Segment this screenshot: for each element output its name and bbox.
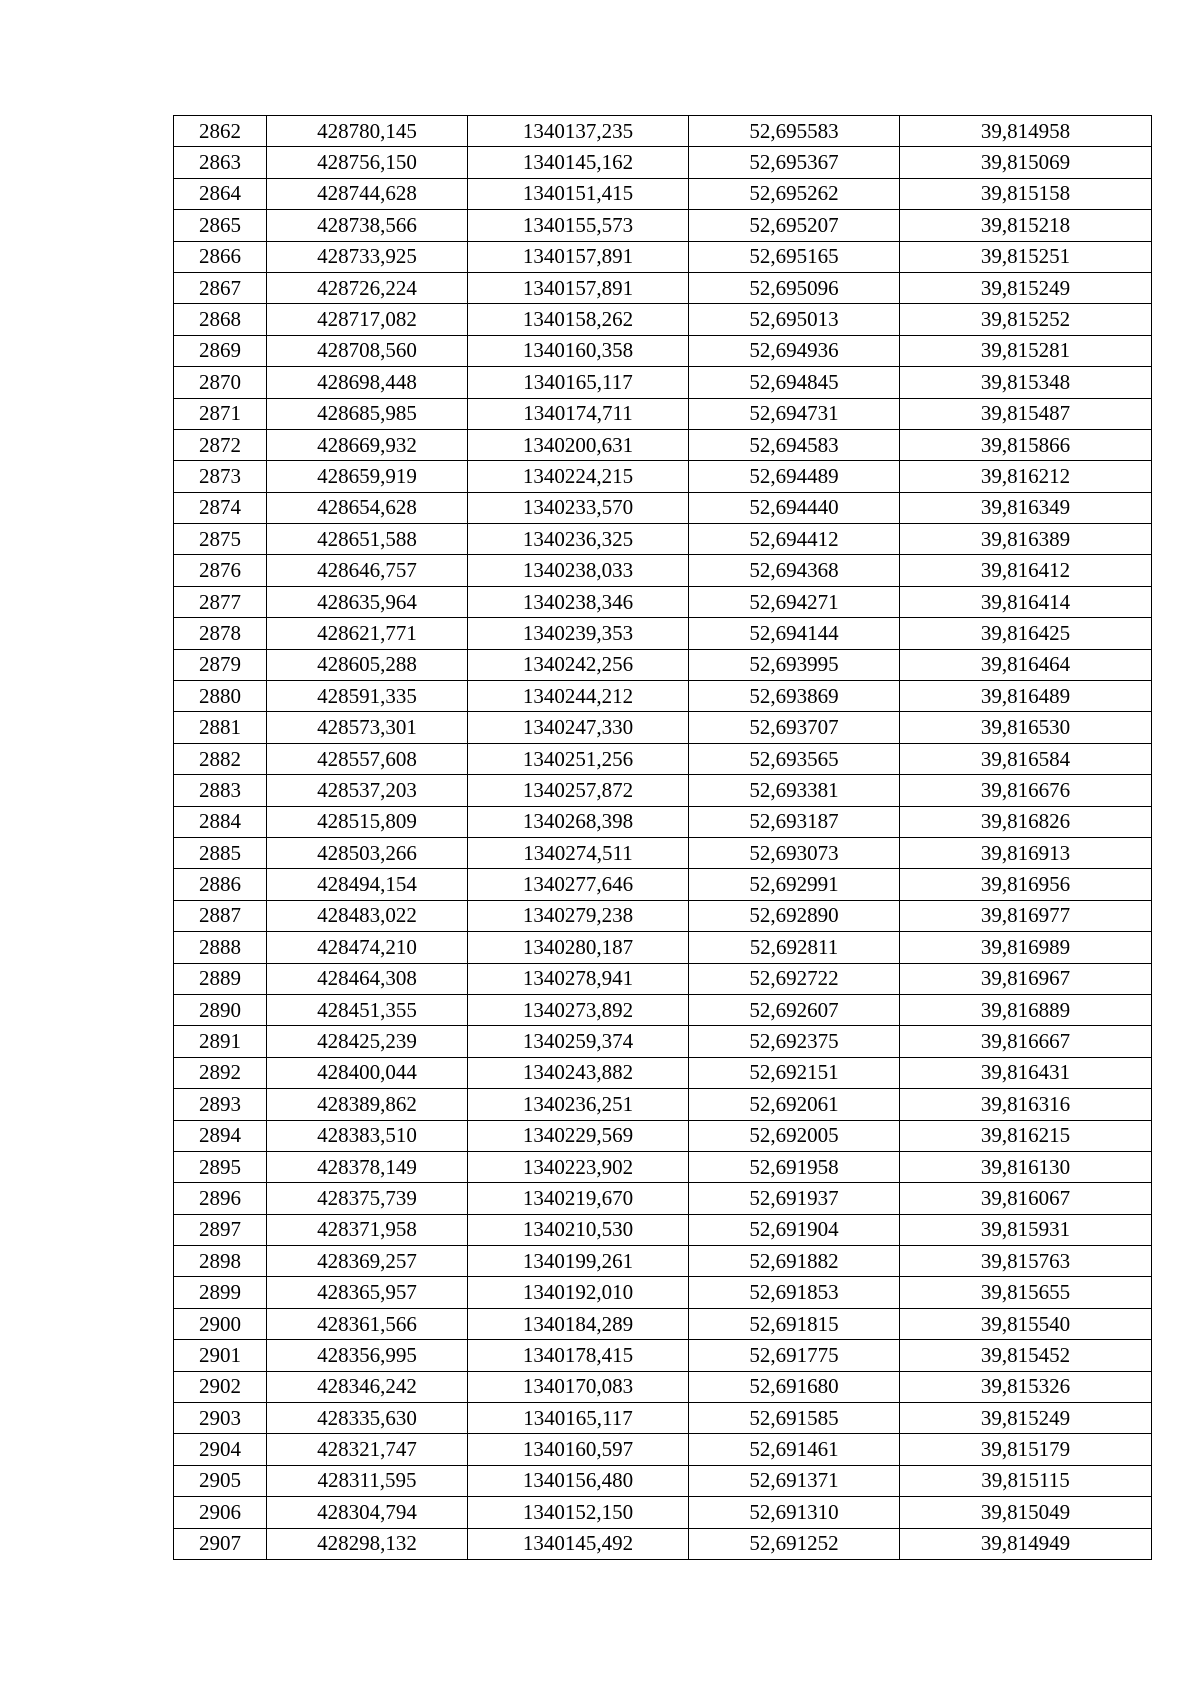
- x-coordinate-cell: 428483,022: [267, 900, 468, 931]
- latitude-cell: 52,693381: [689, 775, 900, 806]
- point-number-cell: 2892: [174, 1057, 267, 1088]
- table-row: [174, 681, 1152, 712]
- longitude-cell: 39,815763: [900, 1246, 1152, 1277]
- point-number-cell: 2898: [174, 1246, 267, 1277]
- y-coordinate-cell: 1340178,415: [468, 1340, 689, 1371]
- point-number-cell: 2899: [174, 1277, 267, 1308]
- x-coordinate-cell: 428371,958: [267, 1214, 468, 1245]
- latitude-cell: 52,692375: [689, 1026, 900, 1057]
- point-number-cell: 2879: [174, 649, 267, 680]
- y-coordinate-cell: 1340170,083: [468, 1371, 689, 1402]
- point-number-cell: 2906: [174, 1497, 267, 1528]
- x-coordinate-cell: 428389,862: [267, 1089, 468, 1120]
- y-coordinate-cell: 1340273,892: [468, 994, 689, 1025]
- longitude-cell: 39,815069: [900, 147, 1152, 178]
- longitude-cell: 39,815158: [900, 178, 1152, 209]
- point-number-cell: 2878: [174, 618, 267, 649]
- table-row: [174, 524, 1152, 555]
- point-number-cell: 2863: [174, 147, 267, 178]
- table-row: [174, 555, 1152, 586]
- latitude-cell: 52,695013: [689, 304, 900, 335]
- x-coordinate-cell: 428356,995: [267, 1340, 468, 1371]
- table-row: [174, 461, 1152, 492]
- table-row: [174, 1151, 1152, 1182]
- x-coordinate-cell: 428635,964: [267, 586, 468, 617]
- point-number-cell: 2865: [174, 210, 267, 241]
- point-number-cell: 2896: [174, 1183, 267, 1214]
- longitude-cell: 39,816414: [900, 586, 1152, 617]
- longitude-cell: 39,815049: [900, 1497, 1152, 1528]
- longitude-cell: 39,816349: [900, 492, 1152, 523]
- y-coordinate-cell: 1340157,891: [468, 272, 689, 303]
- y-coordinate-cell: 1340152,150: [468, 1497, 689, 1528]
- longitude-cell: 39,816215: [900, 1120, 1152, 1151]
- y-coordinate-cell: 1340160,597: [468, 1434, 689, 1465]
- table-row: [174, 116, 1152, 147]
- point-number-cell: 2885: [174, 837, 267, 868]
- table-row: [174, 1183, 1152, 1214]
- y-coordinate-cell: 1340243,882: [468, 1057, 689, 1088]
- y-coordinate-cell: 1340280,187: [468, 932, 689, 963]
- table-row: [174, 492, 1152, 523]
- latitude-cell: 52,695262: [689, 178, 900, 209]
- longitude-cell: 39,816977: [900, 900, 1152, 931]
- table-row: [174, 586, 1152, 617]
- table-row: [174, 963, 1152, 994]
- x-coordinate-cell: 428378,149: [267, 1151, 468, 1182]
- point-number-cell: 2866: [174, 241, 267, 272]
- longitude-cell: 39,816130: [900, 1151, 1152, 1182]
- x-coordinate-cell: 428400,044: [267, 1057, 468, 1088]
- latitude-cell: 52,694271: [689, 586, 900, 617]
- table-row: [174, 241, 1152, 272]
- x-coordinate-cell: 428717,082: [267, 304, 468, 335]
- table-row: [174, 147, 1152, 178]
- x-coordinate-cell: 428654,628: [267, 492, 468, 523]
- longitude-cell: 39,816425: [900, 618, 1152, 649]
- y-coordinate-cell: 1340156,480: [468, 1465, 689, 1496]
- latitude-cell: 52,693073: [689, 837, 900, 868]
- latitude-cell: 52,691252: [689, 1528, 900, 1559]
- latitude-cell: 52,692890: [689, 900, 900, 931]
- latitude-cell: 52,694583: [689, 429, 900, 460]
- y-coordinate-cell: 1340200,631: [468, 429, 689, 460]
- latitude-cell: 52,691371: [689, 1465, 900, 1496]
- x-coordinate-cell: 428335,630: [267, 1403, 468, 1434]
- longitude-cell: 39,815281: [900, 335, 1152, 366]
- latitude-cell: 52,691680: [689, 1371, 900, 1402]
- table-row: [174, 837, 1152, 868]
- y-coordinate-cell: 1340238,033: [468, 555, 689, 586]
- table-row: [174, 335, 1152, 366]
- longitude-cell: 39,815348: [900, 367, 1152, 398]
- table-row: [174, 1403, 1152, 1434]
- point-number-cell: 2870: [174, 367, 267, 398]
- y-coordinate-cell: 1340268,398: [468, 806, 689, 837]
- latitude-cell: 52,693995: [689, 649, 900, 680]
- y-coordinate-cell: 1340158,262: [468, 304, 689, 335]
- x-coordinate-cell: 428321,747: [267, 1434, 468, 1465]
- point-number-cell: 2862: [174, 116, 267, 147]
- latitude-cell: 52,692991: [689, 869, 900, 900]
- table-row: [174, 1528, 1152, 1559]
- point-number-cell: 2887: [174, 900, 267, 931]
- y-coordinate-cell: 1340199,261: [468, 1246, 689, 1277]
- longitude-cell: 39,815866: [900, 429, 1152, 460]
- x-coordinate-cell: 428503,266: [267, 837, 468, 868]
- y-coordinate-cell: 1340192,010: [468, 1277, 689, 1308]
- point-number-cell: 2888: [174, 932, 267, 963]
- x-coordinate-cell: 428464,308: [267, 963, 468, 994]
- x-coordinate-cell: 428708,560: [267, 335, 468, 366]
- point-number-cell: 2868: [174, 304, 267, 335]
- x-coordinate-cell: 428494,154: [267, 869, 468, 900]
- y-coordinate-cell: 1340233,570: [468, 492, 689, 523]
- latitude-cell: 52,692151: [689, 1057, 900, 1088]
- longitude-cell: 39,815251: [900, 241, 1152, 272]
- table-row: [174, 429, 1152, 460]
- y-coordinate-cell: 1340257,872: [468, 775, 689, 806]
- y-coordinate-cell: 1340160,358: [468, 335, 689, 366]
- point-number-cell: 2876: [174, 555, 267, 586]
- coordinates-table-body: [174, 116, 1152, 1560]
- y-coordinate-cell: 1340236,325: [468, 524, 689, 555]
- latitude-cell: 52,694440: [689, 492, 900, 523]
- x-coordinate-cell: 428474,210: [267, 932, 468, 963]
- longitude-cell: 39,815931: [900, 1214, 1152, 1245]
- table-row: [174, 1340, 1152, 1371]
- longitude-cell: 39,816464: [900, 649, 1152, 680]
- latitude-cell: 52,695096: [689, 272, 900, 303]
- x-coordinate-cell: 428298,132: [267, 1528, 468, 1559]
- x-coordinate-cell: 428425,239: [267, 1026, 468, 1057]
- y-coordinate-cell: 1340239,353: [468, 618, 689, 649]
- y-coordinate-cell: 1340165,117: [468, 367, 689, 398]
- table-row: [174, 1277, 1152, 1308]
- table-row: [174, 618, 1152, 649]
- latitude-cell: 52,692607: [689, 994, 900, 1025]
- latitude-cell: 52,692811: [689, 932, 900, 963]
- longitude-cell: 39,816676: [900, 775, 1152, 806]
- y-coordinate-cell: 1340157,891: [468, 241, 689, 272]
- latitude-cell: 52,691937: [689, 1183, 900, 1214]
- point-number-cell: 2871: [174, 398, 267, 429]
- point-number-cell: 2907: [174, 1528, 267, 1559]
- point-number-cell: 2904: [174, 1434, 267, 1465]
- longitude-cell: 39,815249: [900, 272, 1152, 303]
- point-number-cell: 2874: [174, 492, 267, 523]
- x-coordinate-cell: 428361,566: [267, 1308, 468, 1339]
- point-number-cell: 2891: [174, 1026, 267, 1057]
- point-number-cell: 2886: [174, 869, 267, 900]
- latitude-cell: 52,695583: [689, 116, 900, 147]
- x-coordinate-cell: 428383,510: [267, 1120, 468, 1151]
- longitude-cell: 39,815452: [900, 1340, 1152, 1371]
- table-row: [174, 775, 1152, 806]
- y-coordinate-cell: 1340242,256: [468, 649, 689, 680]
- table-row: [174, 649, 1152, 680]
- longitude-cell: 39,816826: [900, 806, 1152, 837]
- longitude-cell: 39,816530: [900, 712, 1152, 743]
- longitude-cell: 39,815540: [900, 1308, 1152, 1339]
- table-row: [174, 1371, 1152, 1402]
- latitude-cell: 52,693869: [689, 681, 900, 712]
- point-number-cell: 2883: [174, 775, 267, 806]
- table-row: [174, 304, 1152, 335]
- latitude-cell: 52,691585: [689, 1403, 900, 1434]
- x-coordinate-cell: 428621,771: [267, 618, 468, 649]
- table-row: [174, 1308, 1152, 1339]
- longitude-cell: 39,815252: [900, 304, 1152, 335]
- latitude-cell: 52,691775: [689, 1340, 900, 1371]
- table-row: [174, 1214, 1152, 1245]
- x-coordinate-cell: 428685,985: [267, 398, 468, 429]
- table-row: [174, 1120, 1152, 1151]
- table-row: [174, 210, 1152, 241]
- longitude-cell: 39,816489: [900, 681, 1152, 712]
- latitude-cell: 52,692005: [689, 1120, 900, 1151]
- point-number-cell: 2894: [174, 1120, 267, 1151]
- point-number-cell: 2875: [174, 524, 267, 555]
- point-number-cell: 2872: [174, 429, 267, 460]
- latitude-cell: 52,694144: [689, 618, 900, 649]
- point-number-cell: 2880: [174, 681, 267, 712]
- latitude-cell: 52,694368: [689, 555, 900, 586]
- latitude-cell: 52,691904: [689, 1214, 900, 1245]
- x-coordinate-cell: 428738,566: [267, 210, 468, 241]
- x-coordinate-cell: 428605,288: [267, 649, 468, 680]
- x-coordinate-cell: 428698,448: [267, 367, 468, 398]
- y-coordinate-cell: 1340155,573: [468, 210, 689, 241]
- longitude-cell: 39,815218: [900, 210, 1152, 241]
- table-row: [174, 932, 1152, 963]
- longitude-cell: 39,816889: [900, 994, 1152, 1025]
- table-row: [174, 1246, 1152, 1277]
- x-coordinate-cell: 428744,628: [267, 178, 468, 209]
- x-coordinate-cell: 428651,588: [267, 524, 468, 555]
- table-row: [174, 272, 1152, 303]
- longitude-cell: 39,816956: [900, 869, 1152, 900]
- y-coordinate-cell: 1340219,670: [468, 1183, 689, 1214]
- y-coordinate-cell: 1340184,289: [468, 1308, 689, 1339]
- longitude-cell: 39,816667: [900, 1026, 1152, 1057]
- longitude-cell: 39,816316: [900, 1089, 1152, 1120]
- y-coordinate-cell: 1340210,530: [468, 1214, 689, 1245]
- table-row: [174, 900, 1152, 931]
- x-coordinate-cell: 428537,203: [267, 775, 468, 806]
- y-coordinate-cell: 1340223,902: [468, 1151, 689, 1182]
- table-row: [174, 1089, 1152, 1120]
- x-coordinate-cell: 428365,957: [267, 1277, 468, 1308]
- longitude-cell: 39,816584: [900, 743, 1152, 774]
- latitude-cell: 52,694489: [689, 461, 900, 492]
- point-number-cell: 2881: [174, 712, 267, 743]
- longitude-cell: 39,816067: [900, 1183, 1152, 1214]
- longitude-cell: 39,814958: [900, 116, 1152, 147]
- table-row: [174, 178, 1152, 209]
- y-coordinate-cell: 1340151,415: [468, 178, 689, 209]
- latitude-cell: 52,691958: [689, 1151, 900, 1182]
- x-coordinate-cell: 428346,242: [267, 1371, 468, 1402]
- table-row: [174, 1465, 1152, 1496]
- x-coordinate-cell: 428780,145: [267, 116, 468, 147]
- longitude-cell: 39,815487: [900, 398, 1152, 429]
- table-row: [174, 398, 1152, 429]
- point-number-cell: 2902: [174, 1371, 267, 1402]
- y-coordinate-cell: 1340279,238: [468, 900, 689, 931]
- point-number-cell: 2900: [174, 1308, 267, 1339]
- y-coordinate-cell: 1340251,256: [468, 743, 689, 774]
- table-row: [174, 869, 1152, 900]
- table-row: [174, 712, 1152, 743]
- x-coordinate-cell: 428726,224: [267, 272, 468, 303]
- y-coordinate-cell: 1340259,374: [468, 1026, 689, 1057]
- table-row: [174, 994, 1152, 1025]
- point-number-cell: 2897: [174, 1214, 267, 1245]
- latitude-cell: 52,691310: [689, 1497, 900, 1528]
- y-coordinate-cell: 1340278,941: [468, 963, 689, 994]
- latitude-cell: 52,693707: [689, 712, 900, 743]
- point-number-cell: 2893: [174, 1089, 267, 1120]
- latitude-cell: 52,691815: [689, 1308, 900, 1339]
- point-number-cell: 2889: [174, 963, 267, 994]
- table-row: [174, 806, 1152, 837]
- latitude-cell: 52,695207: [689, 210, 900, 241]
- point-number-cell: 2890: [174, 994, 267, 1025]
- table-row: [174, 1434, 1152, 1465]
- y-coordinate-cell: 1340277,646: [468, 869, 689, 900]
- longitude-cell: 39,815249: [900, 1403, 1152, 1434]
- longitude-cell: 39,816389: [900, 524, 1152, 555]
- point-number-cell: 2873: [174, 461, 267, 492]
- point-number-cell: 2905: [174, 1465, 267, 1496]
- latitude-cell: 52,694936: [689, 335, 900, 366]
- latitude-cell: 52,695367: [689, 147, 900, 178]
- x-coordinate-cell: 428369,257: [267, 1246, 468, 1277]
- point-number-cell: 2903: [174, 1403, 267, 1434]
- point-number-cell: 2864: [174, 178, 267, 209]
- latitude-cell: 52,691882: [689, 1246, 900, 1277]
- y-coordinate-cell: 1340224,215: [468, 461, 689, 492]
- y-coordinate-cell: 1340238,346: [468, 586, 689, 617]
- y-coordinate-cell: 1340244,212: [468, 681, 689, 712]
- x-coordinate-cell: 428557,608: [267, 743, 468, 774]
- longitude-cell: 39,815179: [900, 1434, 1152, 1465]
- latitude-cell: 52,694731: [689, 398, 900, 429]
- latitude-cell: 52,694412: [689, 524, 900, 555]
- latitude-cell: 52,691853: [689, 1277, 900, 1308]
- latitude-cell: 52,693565: [689, 743, 900, 774]
- longitude-cell: 39,815655: [900, 1277, 1152, 1308]
- point-number-cell: 2877: [174, 586, 267, 617]
- point-number-cell: 2869: [174, 335, 267, 366]
- latitude-cell: 52,691461: [689, 1434, 900, 1465]
- longitude-cell: 39,816431: [900, 1057, 1152, 1088]
- x-coordinate-cell: 428451,355: [267, 994, 468, 1025]
- x-coordinate-cell: 428591,335: [267, 681, 468, 712]
- point-number-cell: 2882: [174, 743, 267, 774]
- table-row: [174, 743, 1152, 774]
- x-coordinate-cell: 428311,595: [267, 1465, 468, 1496]
- y-coordinate-cell: 1340229,569: [468, 1120, 689, 1151]
- longitude-cell: 39,816212: [900, 461, 1152, 492]
- x-coordinate-cell: 428515,809: [267, 806, 468, 837]
- coordinates-table: [173, 115, 1152, 1560]
- point-number-cell: 2901: [174, 1340, 267, 1371]
- x-coordinate-cell: 428573,301: [267, 712, 468, 743]
- x-coordinate-cell: 428304,794: [267, 1497, 468, 1528]
- y-coordinate-cell: 1340165,117: [468, 1403, 689, 1434]
- longitude-cell: 39,816913: [900, 837, 1152, 868]
- point-number-cell: 2867: [174, 272, 267, 303]
- longitude-cell: 39,815115: [900, 1465, 1152, 1496]
- latitude-cell: 52,694845: [689, 367, 900, 398]
- point-number-cell: 2895: [174, 1151, 267, 1182]
- latitude-cell: 52,695165: [689, 241, 900, 272]
- table-row: [174, 367, 1152, 398]
- table-row: [174, 1497, 1152, 1528]
- y-coordinate-cell: 1340236,251: [468, 1089, 689, 1120]
- longitude-cell: 39,816412: [900, 555, 1152, 586]
- y-coordinate-cell: 1340247,330: [468, 712, 689, 743]
- y-coordinate-cell: 1340145,492: [468, 1528, 689, 1559]
- longitude-cell: 39,815326: [900, 1371, 1152, 1402]
- x-coordinate-cell: 428733,925: [267, 241, 468, 272]
- table-row: [174, 1026, 1152, 1057]
- longitude-cell: 39,816967: [900, 963, 1152, 994]
- latitude-cell: 52,692722: [689, 963, 900, 994]
- x-coordinate-cell: 428659,919: [267, 461, 468, 492]
- table-row: [174, 1057, 1152, 1088]
- latitude-cell: 52,692061: [689, 1089, 900, 1120]
- longitude-cell: 39,816989: [900, 932, 1152, 963]
- point-number-cell: 2884: [174, 806, 267, 837]
- x-coordinate-cell: 428646,757: [267, 555, 468, 586]
- x-coordinate-cell: 428669,932: [267, 429, 468, 460]
- y-coordinate-cell: 1340274,511: [468, 837, 689, 868]
- x-coordinate-cell: 428756,150: [267, 147, 468, 178]
- y-coordinate-cell: 1340174,711: [468, 398, 689, 429]
- y-coordinate-cell: 1340137,235: [468, 116, 689, 147]
- longitude-cell: 39,814949: [900, 1528, 1152, 1559]
- latitude-cell: 52,693187: [689, 806, 900, 837]
- y-coordinate-cell: 1340145,162: [468, 147, 689, 178]
- x-coordinate-cell: 428375,739: [267, 1183, 468, 1214]
